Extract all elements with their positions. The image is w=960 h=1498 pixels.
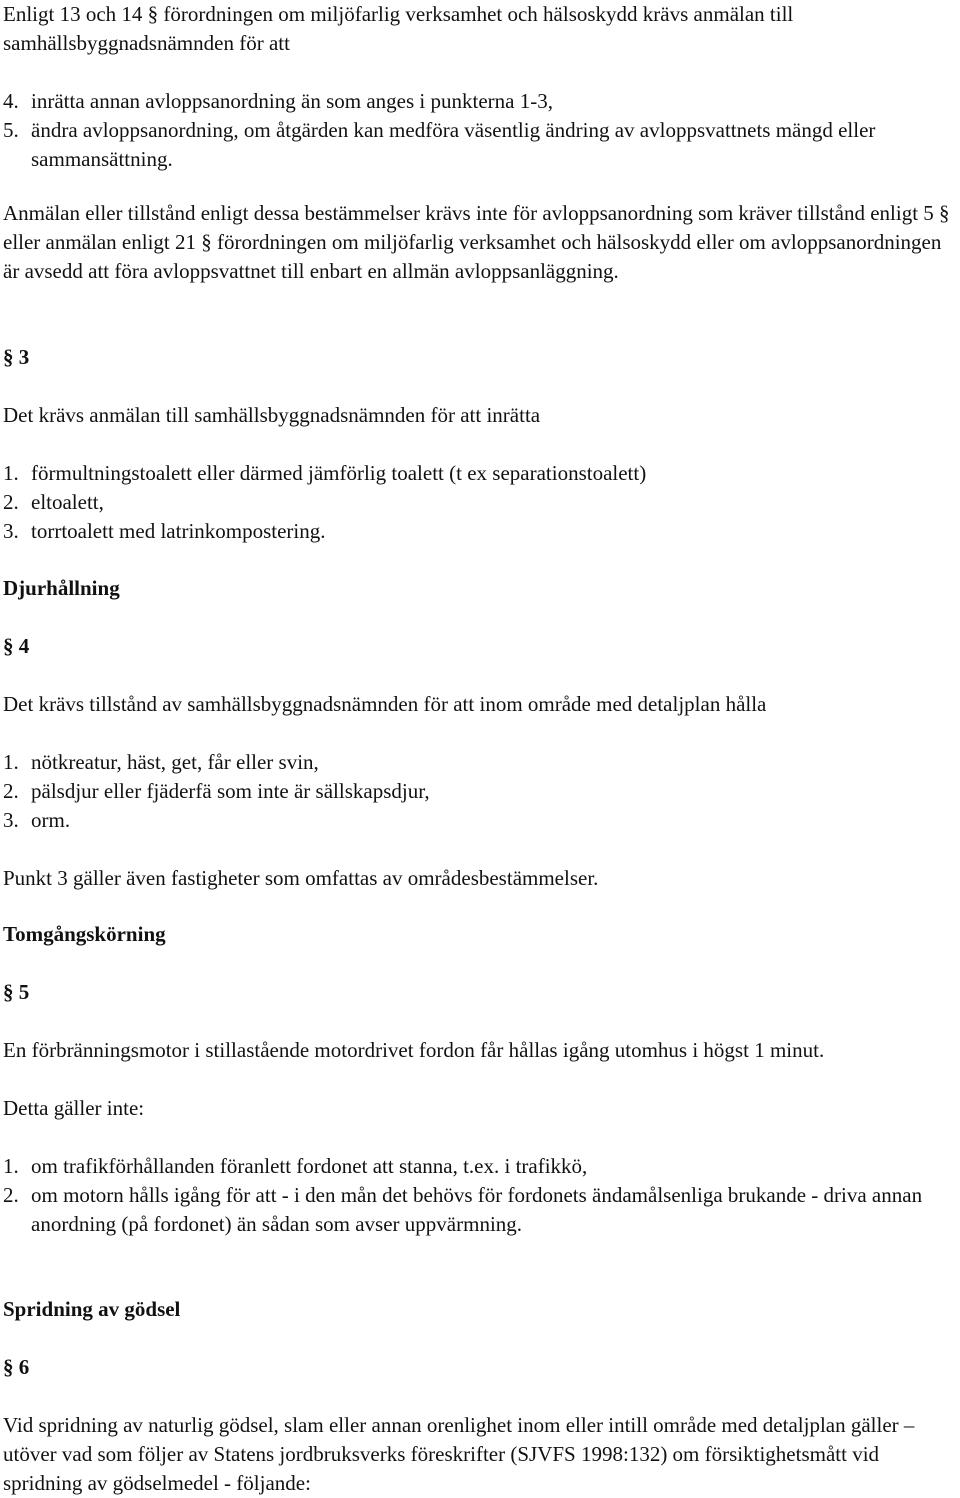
spridning-godsel-block [3,1295,957,1498]
section-lead: Det krävs anmälan till samhällsbyggnadsnämnden för att inrätta [3,403,541,427]
heading-tomgangskorning: Tomgångskörning [3,922,166,946]
exception-block [3,199,957,286]
section-label: § 6 [3,1355,30,1379]
list-item: 3. torrtoalett med latrinkompostering. [3,519,326,543]
section-label: § 4 [3,634,30,658]
intro-list [3,87,957,174]
exception-paragraph: Anmälan eller tillstånd enligt dessa bestämmelser krävs inte för avloppsanordning som kräver tillstånd enligt 5 § eller anmälan enligt 21 § förordningen om miljöfarlig verksamhet och hälsoskydd eller om avloppsanordningen är avsedd att föra avloppsvattnet till enbart en allmän avloppsanläggning. [3,201,950,283]
section-lead: En förbränningsmotor i stillastående motordrivet fordon får hållas igång utomhus i högst 1 minut. [3,1038,825,1062]
list-item: 1. om trafikförhållanden föranlett fordonet att stanna, t.ex. i trafikkö, [3,1154,588,1178]
section-lead: Det krävs tillstånd av samhällsbyggnadsnämnden för att inom område med detaljplan hålla [3,692,767,716]
list-item: 2. pälsdjur eller fjäderfä som inte är sällskapsdjur, [3,779,430,803]
list-item: 4. inrätta annan avloppsanordning än som anges i punkterna 1-3, [3,89,553,113]
section-3 [3,343,957,546]
heading-djurhallning: Djurhållning [3,576,120,600]
section-label: § 5 [3,980,30,1004]
section-3-list [3,459,957,546]
section-5-list [3,1152,957,1239]
djurhallning-block [3,574,957,893]
list-item: 1. förmultningstoalett eller därmed jämförlig toalett (t ex separationstoalett) [3,461,647,485]
section-4-list [3,748,957,835]
section-note: Punkt 3 gäller även fastigheter som omfattas av områdesbestämmelser. [3,866,599,890]
list-item: 2. eltoalett, [3,490,104,514]
tomgangskorning-block [3,920,957,1239]
exception-lead: Detta gäller inte: [3,1096,145,1120]
intro-block [3,0,957,174]
heading-spridning-godsel: Spridning av gödsel [3,1297,181,1321]
intro-paragraph: Enligt 13 och 14 § förordningen om miljöfarlig verksamhet och hälsoskydd krävs anmälan till samhällsbyggnadsnämnden för att [3,2,794,55]
section-lead: Vid spridning av naturlig gödsel, slam eller annan orenlighet inom eller intill område med detaljplan gäller – utöver vad som följer av Statens jordbruksverks föreskrifter (SJVFS 1998:132) om försiktighetsmått vid spridning av gödselmedel - följande: [3,1413,915,1495]
section-label: § 3 [3,345,30,369]
list-item: 5. ändra avloppsanordning, om åtgärden kan medföra väsentlig ändring av avloppsvattnets mängd eller sammansättning. [3,118,876,171]
list-item: 3. orm. [3,808,71,832]
list-item: 2. om motorn hålls igång för att - i den mån det behövs för fordonets ändamålsenliga brukande - driva annan anordning (på fordonet) än sådan som avser uppvärmning. [3,1183,923,1236]
list-item: 1. nötkreatur, häst, get, får eller svin, [3,750,319,774]
